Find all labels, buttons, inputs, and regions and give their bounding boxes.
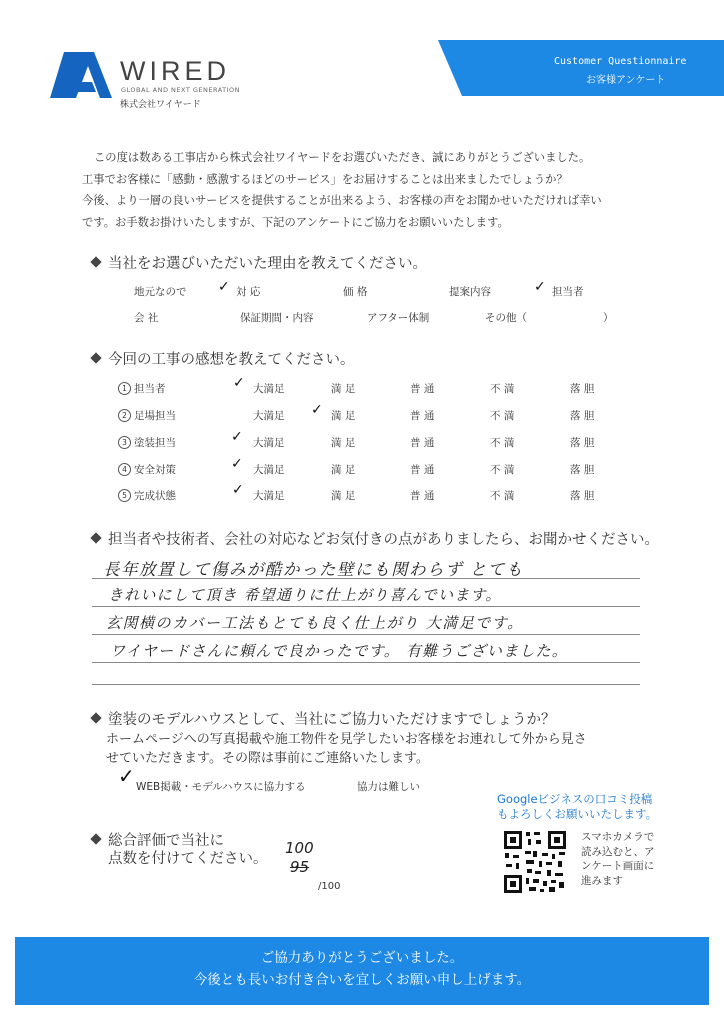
check-mark: ✓ (231, 429, 243, 445)
level-label: 大満足 (253, 464, 285, 476)
intro-line: この度は数ある工事店から株式会社ワイヤードをお選びいただき、誠にありがとうございました。 (94, 151, 591, 164)
q1-option: 担当者 (552, 286, 584, 298)
q4-heading: 塗装のモデルハウスとして、当社にご協力いただけますでしょうか？ (92, 708, 555, 729)
diamond-icon (90, 256, 101, 267)
diamond-icon (90, 833, 101, 844)
level-label: 不 満 (490, 464, 515, 476)
google-review-note (497, 792, 657, 822)
level-label: 落 胆 (570, 410, 595, 422)
level-label: 落 胆 (570, 437, 595, 449)
q1-option: 対 応 (236, 286, 261, 298)
row-label: 完成状態 (134, 490, 176, 502)
qr-line: スマホカメラで (581, 831, 655, 843)
qr-line: ンケート画面に (581, 860, 655, 872)
check-mark: ✓ (534, 279, 546, 295)
qr-code-icon[interactable] (502, 829, 568, 895)
logo-wordmark: WIRED (120, 56, 230, 86)
level-label: 大満足 (253, 437, 285, 449)
handwritten-answer: 玄関横のカバー工法もとても良く仕上がり 大満足です。 (106, 614, 524, 632)
row-number: 5 (118, 489, 131, 502)
handwritten-answer: きれいにして頂き 希望通りに仕上がり喜んでいます。 (108, 586, 502, 604)
level-label: 大満足 (253, 383, 285, 395)
banner-title-ja: お客様アンケート (586, 75, 666, 86)
q5-heading: 総合評価で当社に 点数を付けてください。 (92, 832, 268, 868)
score-crossed-out: 95 (290, 858, 310, 876)
check-mark: ✓ (118, 764, 135, 788)
rating-row (118, 488, 638, 504)
diamond-icon (90, 712, 101, 723)
company-name: 株式会社ワイヤード (120, 100, 201, 110)
level-label: 満 足 (331, 410, 356, 422)
level-label: 不 満 (490, 410, 515, 422)
level-label: 普 通 (410, 437, 435, 449)
q1-option: 地元なので (134, 286, 187, 298)
check-mark: ✓ (232, 482, 244, 498)
q1-option: ） (603, 312, 614, 324)
level-label: 落 胆 (570, 383, 595, 395)
q1-option: 保証期間・内容 (240, 312, 314, 324)
answer-line (92, 684, 640, 685)
row-number: 1 (118, 382, 131, 395)
row-label: 足場担当 (134, 410, 176, 422)
diamond-icon (90, 352, 101, 363)
rating-row (118, 381, 638, 397)
score-handwritten: 100 (285, 839, 314, 857)
google-line: もよろしくお願いいたします。 (497, 807, 658, 821)
q4-description: せていただきます。その際は事前にご連絡いたします。 (106, 751, 429, 766)
level-label: 満 足 (331, 437, 356, 449)
level-label: 普 通 (410, 464, 435, 476)
level-label: 落 胆 (570, 464, 595, 476)
check-mark: ✓ (231, 456, 243, 472)
q2-heading: 今回の工事の感想を教えてください。 (92, 348, 355, 369)
score-max: /100 (318, 881, 341, 892)
level-label: 大満足 (253, 490, 285, 502)
check-mark: ✓ (311, 402, 323, 418)
level-label: 満 足 (331, 490, 356, 502)
q4-option-no: 協力は難しい (357, 781, 420, 793)
q4-option-yes: WEB掲載・モデルハウスに協力する (136, 781, 306, 793)
rating-row (118, 435, 638, 451)
intro-line: 今後、より一層の良いサービスを提供することが出来るよう、お客様の声をお聞かせいただければ幸い (82, 194, 602, 207)
row-number: 4 (118, 463, 131, 476)
level-label: 満 足 (331, 464, 356, 476)
title-banner (438, 40, 724, 96)
level-label: 普 通 (410, 490, 435, 502)
diamond-icon (90, 532, 101, 543)
level-label: 普 通 (410, 410, 435, 422)
answer-line (92, 662, 640, 663)
level-label: 不 満 (490, 437, 515, 449)
intro-text (82, 147, 662, 233)
row-label: 担当者 (134, 383, 166, 395)
level-label: 不 満 (490, 383, 515, 395)
logo-mark-icon (50, 52, 112, 98)
google-line: Googleビジネスの口コミ投稿 (497, 792, 653, 806)
banner-shape (438, 40, 724, 96)
logo (50, 52, 260, 112)
row-label: 塗装担当 (134, 437, 176, 449)
qr-line: 読み込むと、ア (581, 845, 655, 858)
q3-heading: 担当者や技術者、会社の対応などお気付きの点がありましたら、お聞かせください。 (92, 528, 659, 549)
q1-option: その他（ (485, 312, 527, 324)
logo-tagline: GLOBAL AND NEXT GENERATION (121, 86, 241, 94)
answer-line (92, 634, 640, 635)
level-label: 満 足 (331, 383, 356, 395)
q1-option: 提案内容 (449, 286, 491, 298)
row-number: 3 (118, 436, 131, 449)
q1-option: 会 社 (134, 312, 159, 324)
q1-option: アフター体制 (367, 312, 430, 324)
handwritten-answer: ワイヤードさんに頼んで良かったです。 有難うございました。 (110, 642, 568, 660)
qr-line: 進みます (581, 874, 623, 887)
check-mark: ✓ (218, 279, 230, 295)
level-label: 落 胆 (570, 490, 595, 502)
banner-title-en: Customer Questionnaire (554, 56, 687, 67)
q1-heading: 当社をお選びいただいた理由を教えてください。 (92, 252, 427, 273)
level-label: 大満足 (253, 410, 285, 422)
answer-line (92, 606, 640, 607)
footer-banner (15, 937, 709, 1005)
q4-description: ホームページへの写真掲載や施工物件を見学したいお客様をお連れして外から見さ (106, 732, 587, 747)
row-label: 安全対策 (134, 464, 176, 476)
level-label: 不 満 (490, 490, 515, 502)
row-number: 2 (118, 409, 131, 422)
level-label: 普 通 (410, 383, 435, 395)
footer-line: 今後とも長いお付き合いを宜しくお願い申し上げます。 (193, 972, 531, 988)
rating-row (118, 462, 638, 478)
intro-line: 工事でお客様に「感動・感激するほどのサービス」をお届けすることは出来ましたでしょうか？ (82, 172, 568, 186)
intro-line: です。お手数お掛けいたしますが、下記のアンケートにご協力をお願いいたします。 (82, 215, 509, 229)
rating-row (118, 408, 638, 424)
qr-instructions (581, 830, 655, 888)
check-mark: ✓ (233, 375, 245, 391)
handwritten-answer: 長年放置して傷みが酷かった壁にも関わらず とても (103, 560, 524, 579)
q1-option: 価 格 (343, 286, 368, 298)
footer-line: ご協力ありがとうございました。 (260, 950, 464, 966)
